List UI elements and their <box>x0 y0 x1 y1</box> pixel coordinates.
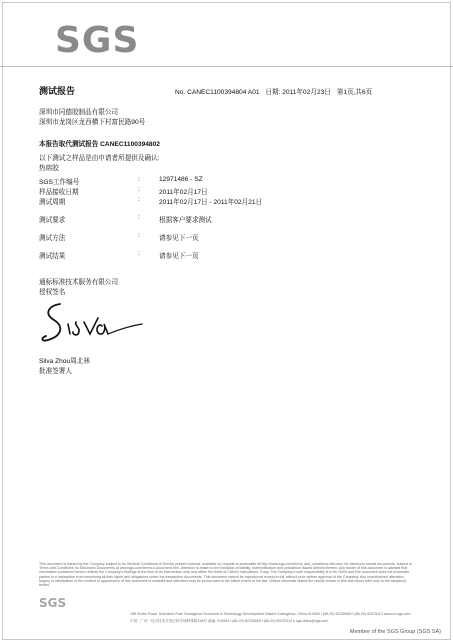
report-number: No. CANEC1100394804 A01 <box>175 89 260 96</box>
footer-disclaimer <box>39 562 413 587</box>
handwritten-signature <box>38 296 158 348</box>
sample-name: 热熔胶 <box>39 165 59 172</box>
replaces-note: 本报告取代测试报告 CANEC1100394802 <box>39 141 160 148</box>
footer-fine-print: This document is issued by the Company subject to its General Conditions of Service printed overleaf, available on request or accessible at http://www.sgs.com/terms_and_conditions.htm and, for electronic format documents, subject to Terms and Conditions for Electronic Documents at www.sgs.com/terms-e-document.htm. Attention is drawn to the limitation of liability, indemnification and jurisdiction issues defined therein. Any holder of this document is advised that information contained hereon reflects the Company's findings at the time of its intervention only and within the limits of Client's instructions, if any. The Company's sole responsibility is to its Client and this document does not exonerate parties to a transaction from exercising all their rights and obligations under the transaction documents. This document cannot be reproduced except in full, without prior written approval of the Company. Any unauthorized alteration, forgery or falsification of the content or appearance of this document is unlawful and offenders may be prosecuted to the fullest extent of the law. Unless otherwise stated the results shown in this test report refer only to the sample(s) tested. <box>39 562 413 588</box>
sample-intro: 以下测试之样品是由申请者所提供及确认: <box>39 155 160 162</box>
header-divider <box>0 66 453 67</box>
company-name: 深圳市同德胶制品有限公司 <box>39 109 119 116</box>
sgs-logo: SGS <box>55 20 140 61</box>
requirement-label: 测试方法 <box>39 235 66 242</box>
requirement-colon: : <box>138 214 140 221</box>
detail-colon: : <box>138 196 140 203</box>
requirement-value: 根据客户要求测试 <box>159 217 212 224</box>
signatory-name: Silva Zhou周北林 <box>39 358 90 365</box>
requirement-colon: : <box>138 250 140 257</box>
report-title: 测试报告 <box>39 86 76 96</box>
report-meta <box>175 86 376 96</box>
requirement-value: 请参见下一页 <box>159 235 199 242</box>
requirement-label: 测试要求 <box>39 217 66 224</box>
detail-colon: : <box>138 186 140 193</box>
footer-address-cn: 中国 · 广州 · 经济技术开发区科学城科珠路198号 邮编: 510663 t (86-20) 82155555 f (86-20) 82075113 e sgs.china@sgs.com <box>130 619 329 623</box>
detail-value: 2011年02月17日 - 2011年02月21日 <box>159 199 263 206</box>
company-address: 深圳市龙岗区龙西横下村富民路90号 <box>39 119 146 126</box>
detail-colon: : <box>138 176 140 183</box>
signatory-role: 批准签署人 <box>39 368 72 375</box>
requirement-value: 请参见下一页 <box>159 253 199 260</box>
signatory-title: 授权签名 <box>39 289 66 296</box>
footer-member-line: Member of the SGS Group (SGS SA) <box>349 629 441 635</box>
footer-address-en: 198 Kezhu Road, Scientech Park Guangzhou Economic & Technology Development District Guangzhou, China 510663 t (86-20) 82155555 f (86-20) 82075113 www.cn.sgs.com <box>130 612 411 616</box>
report-page: 第1页,共6页 <box>336 89 373 96</box>
detail-label: 测试周期 <box>39 199 66 206</box>
requirement-colon: : <box>138 232 140 239</box>
report-date: 日期: 2011年02月23日 <box>265 89 331 96</box>
detail-label: SGS工作编号 <box>39 179 80 186</box>
footer-sgs-logo: SGS <box>39 596 67 610</box>
detail-label: 样品接收日期 <box>39 189 79 196</box>
detail-value: 2011年02月17日 <box>159 189 208 196</box>
signatory-org: 通标标准技术服务有限公司 <box>39 279 119 286</box>
requirement-label: 测试结果 <box>39 253 66 260</box>
detail-value: 12971486 - SZ <box>159 176 203 183</box>
